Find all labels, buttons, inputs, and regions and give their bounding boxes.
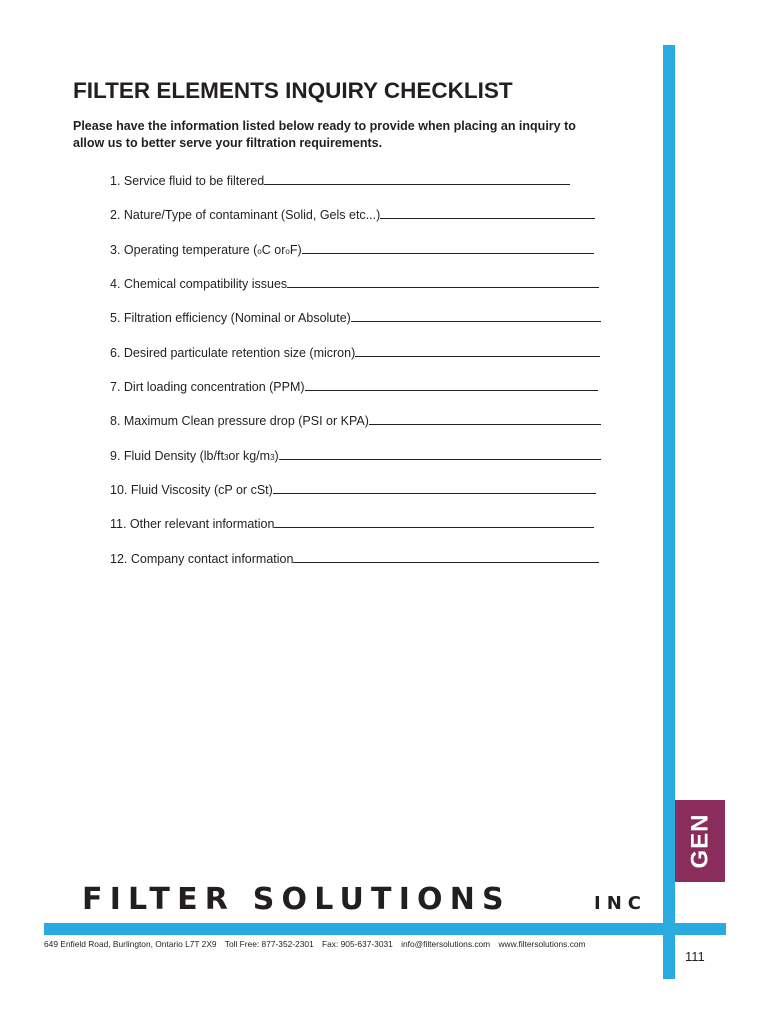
accent-horizontal-bar [44, 923, 726, 935]
answer-line[interactable] [273, 481, 596, 494]
brand-logo: FILTER SOLUTIONS [82, 882, 511, 917]
answer-line[interactable] [287, 275, 599, 288]
answer-line[interactable] [302, 241, 594, 254]
checklist-item-label-start: 3. Operating temperature ( [110, 243, 258, 257]
answer-line[interactable] [369, 412, 601, 425]
answer-line[interactable] [355, 344, 600, 357]
checklist-item-label: 5. Filtration efficiency (Nominal or Absolute) [110, 311, 351, 325]
footer-contact-info [44, 939, 592, 949]
footer-tollfree: Toll Free: 877-352-2301 [224, 939, 314, 949]
checklist-item-label: 8. Maximum Clean pressure drop (PSI or KPA) [110, 414, 369, 428]
answer-line[interactable] [351, 309, 601, 322]
checklist-item [110, 309, 601, 329]
footer-email: info@filtersolutions.com [401, 939, 491, 949]
checklist-item-label: 4. Chemical compatibility issues [110, 277, 288, 291]
checklist-item [110, 481, 596, 501]
intro-text: Please have the information listed below ready to provide when placing an inquiry to allow us to better serve your filtration requirements. [73, 119, 576, 150]
brand-logo-suffix: INC [594, 893, 647, 914]
checklist-item-label-end: F) [289, 243, 302, 257]
checklist-item-label: 1. Service fluid to be filtered [110, 174, 265, 188]
answer-line[interactable] [305, 378, 598, 391]
checklist-item-label-mid: C or [261, 243, 286, 257]
checklist-item-label-mid: or kg/m [228, 449, 271, 463]
checklist-item [110, 550, 599, 570]
answer-line[interactable] [279, 447, 601, 460]
checklist-item [110, 206, 595, 226]
answer-line[interactable] [380, 206, 595, 219]
checklist-item [110, 412, 601, 432]
checklist-item [110, 275, 599, 295]
page-number: 111 [685, 949, 705, 964]
section-tab [675, 800, 725, 882]
footer-fax: Fax: 905-637-3031 [322, 939, 393, 949]
page-title: FILTER ELEMENTS INQUIRY CHECKLIST [73, 78, 513, 103]
checklist-item: 3. Operating temperature ( o C or o F) [110, 241, 594, 261]
checklist-item-label-end: ) [274, 449, 279, 463]
answer-line[interactable] [264, 172, 570, 185]
checklist-item [110, 378, 598, 398]
checklist-item-label: 2. Nature/Type of contaminant (Solid, Gels etc...) [110, 208, 381, 222]
checklist-item-label: 6. Desired particulate retention size (micron) [110, 346, 356, 360]
footer-address: 649 Enfield Road, Burlington, Ontario L7T 2X9 [44, 939, 217, 949]
checklist-item-label: 10. Fluid Viscosity (cP or cSt) [110, 483, 273, 497]
checklist-item-label-start: 9. Fluid Density (lb/ft [110, 449, 224, 463]
answer-line[interactable] [293, 550, 599, 563]
checklist-item-label: 12. Company contact information [110, 552, 294, 566]
checklist-item [110, 172, 570, 192]
footer-website: www.filtersolutions.com [498, 939, 586, 949]
checklist-item [110, 515, 594, 535]
section-tab-label: GEN [686, 813, 714, 869]
checklist-item: 9. Fluid Density (lb/ft 3 or kg/m 3 ) [110, 447, 601, 467]
checklist-item [110, 344, 600, 364]
checklist-item-label: 7. Dirt loading concentration (PPM) [110, 380, 305, 394]
checklist-item-label: 11. Other relevant information [110, 517, 275, 531]
answer-line[interactable] [274, 515, 594, 528]
accent-vertical-bar [663, 45, 675, 979]
